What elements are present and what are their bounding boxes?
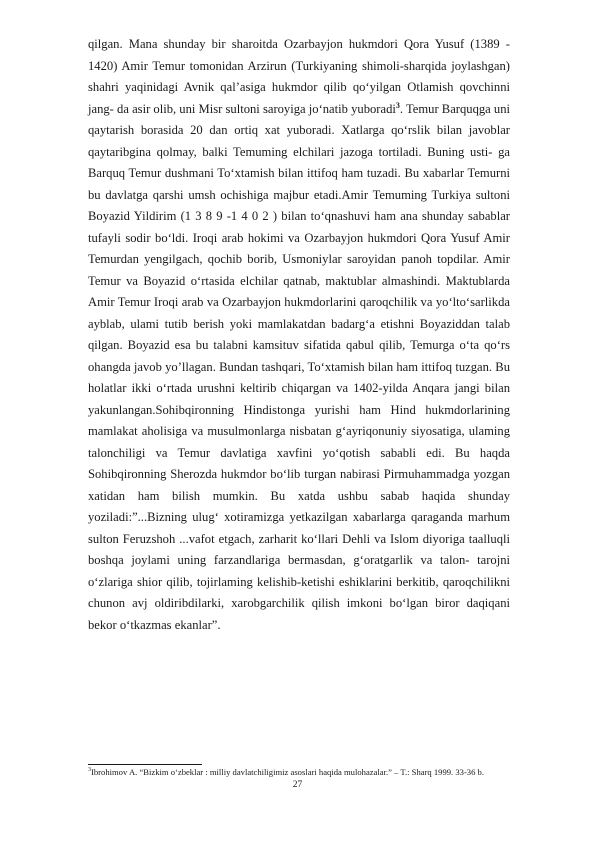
footnote-text: Ibrohimov A. “Bizkim o‘zbeklar : milliy davlatchiligimiz asoslari haqida mulohazalar.” – T.: Sharq 1999. 33-36 b. [91,767,484,777]
footnote-reference: 3 [395,100,400,110]
paragraph-text-before-note: qilgan. Mana shunday bir sharoitda Ozarbayjon hukmdori Qora Yusuf (1389 - 1420) Amir Temur tomonidan Arzirun (Turkiyaning shimoli-sharqida joylashgan) shahri yaqinidagi Avnik qal’asiga hukmdor qilib qo‘yilgan Otlamish qovchinni jang- da asir olib, uni Misr sultoni saroyiga jo‘natib yuboradi [88,37,510,116]
main-text-block [88,34,510,636]
body-paragraph [88,34,510,636]
footnote-marker: 3 [88,767,91,774]
footnote [88,767,518,778]
paragraph-text-after-note: . Temur Barquqga uni qaytarish borasida 20 dan ortiq xat yuboradi. Xatlarga qo‘rslik bilan javoblar qaytaribgina qolmay, balki Temuming elchilari jazoga tortiladi. Buning usti- ga Barquq Temur dushmani To‘xtamish bilan ittifoq ham tuzadi. Bu xabarlar Temurni bu davlatga qarshi umsh ochishiga majbur etadi.Amir Temuming Turkiya sultoni Boyazid Yildirim (1 3 8 9 -1 4 0 2 ) bilan to‘qnashuvi ham ana shunday sabablar tufayli sodir bo‘ldi. Iroqi arab hokimi va Ozarbayjon hukmdori Qora Yusuf Amir Temurdan yengilgach, qochib borib, Usmoniylar saroyidan panoh topdilar. Amir Temur va Boyazid o‘rtasida elchilar qatnab, maktublar almashindi. Maktublarda Amir Temur Iroqi arab va Ozarbayjon hukmdorlarini qaroqchilik va yo‘lto‘sarlikda ayblab, ulami tutib berish yoki mamlakatdan badarg‘a etishni Boyaziddan talab qilgan. Boyazid esa bu talabni kamsituv sifatida qabul qilib, Temurga o‘ta qo‘rs ohangda javob yo’llagan. Bundan tashqari, To‘xtamish bilan ham ittifoq tuzgan. Bu holatlar ikki o‘rtada urushni keltirib chiqargan va 1402-yilda Anqara jangi bilan yakunlangan.Sohibqironning Hindistonga yurishi ham Hind hukmdorlarining mamlakat aholisiga va musulmonlarga nisbatan g‘ayriqonuniy siyosatiga, ulaming talonchiligi va Temur davlatiga xavfini yo‘qotish sababli edi. Bu haqda Sohibqironning Sherozda hukmdor bo‘lib turgan nabirasi Pirmuhammadga yozgan xatidan ham bilish mumkin. Bu xatda ushbu sabab haqida shunday yoziladi:”...Bizning ulug‘ xotiramizga yetkazilgan xabarlarga qaraganda marhum sulton Feruzshoh ...vafot etgach, zarharit ko‘llari Dehli va Islom diyoriga taalluqli boshqa joylami uning farzandlariga bermasdan, g‘oratgarlik va talon- tarojni o‘zlariga shior qilib, tojirlaming kelishib-ketishi eshiklarini berkitib, qaroqchilikni chunon avj oldiribdilarki, xarobgarchilik qilish imkoni bo‘lgan biror daqiqani bekor o‘tkazmas ekanlar”. [88,101,511,632]
page-number: 27 [292,780,303,790]
footnote-separator [88,764,202,765]
